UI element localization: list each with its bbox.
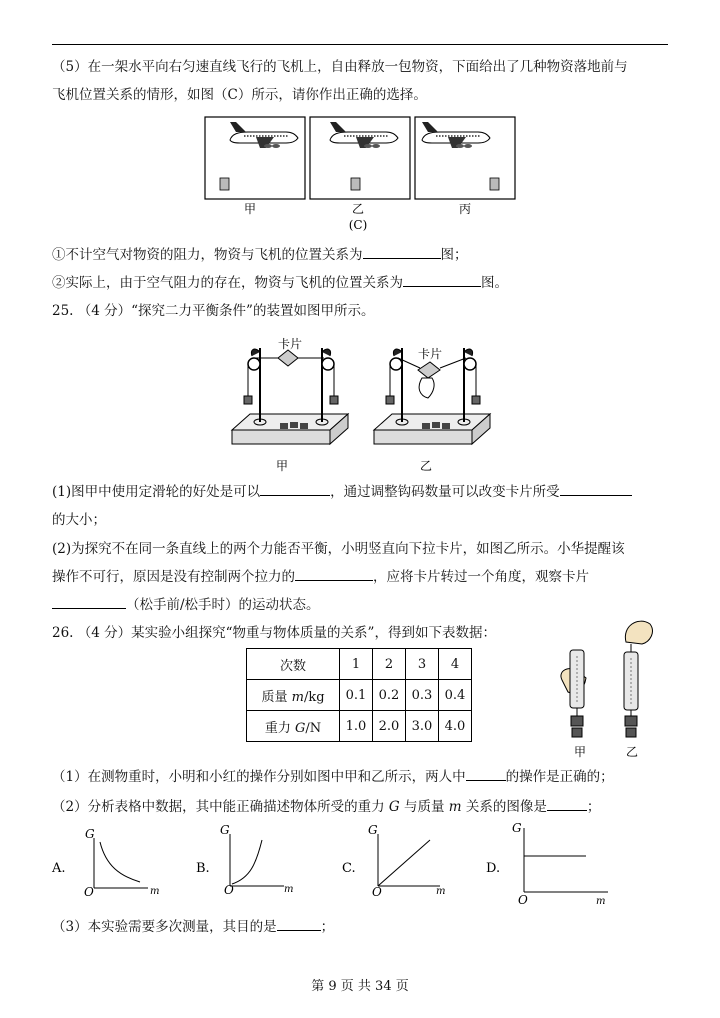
apparatus-yi bbox=[374, 348, 490, 444]
table-cell: 1 bbox=[340, 649, 373, 680]
q24-5-sub2: ②实际上，由于空气阻力的存在，物资与飞机的位置关系为 图。 bbox=[52, 275, 508, 291]
table-row-label: 质量 m/kg bbox=[247, 680, 340, 711]
cargo-package-icon bbox=[490, 178, 499, 190]
panel-label-jia: 甲 bbox=[243, 202, 257, 216]
axis-label-m: m bbox=[596, 896, 606, 907]
cargo-package-icon bbox=[220, 178, 229, 190]
figure-c-airplane-panels bbox=[200, 114, 530, 234]
q26-sub2: （2）分析表格中数据，其中能正确描述物体所受的重力 G 与质量 m 关系的图像是 ； bbox=[52, 799, 601, 815]
panel-label-yi: 乙 bbox=[351, 202, 365, 216]
option-b-label[interactable]: B. bbox=[196, 861, 210, 876]
q25-p2-line1: (2)为探究不在同一条直线上的两个力能否平衡，小明竖直向下拉卡片，如图乙所示。小华提醒该 bbox=[52, 541, 625, 557]
table-row-label: 重力 G/N bbox=[247, 711, 340, 742]
answer-blank[interactable] bbox=[466, 768, 506, 781]
axis-label-m: m bbox=[284, 884, 294, 895]
q26-sub1: （1）在测物重时，小明和小红的操作分别如图中甲和乙所示，两人中 的操作是正确的； bbox=[52, 769, 614, 785]
graph-options bbox=[44, 820, 624, 910]
q26-sub3: （3）本实验需要多次测量，其目的是 ； bbox=[52, 919, 335, 935]
hand-icon bbox=[419, 378, 434, 398]
q25-p2-line3: （松手前/松手时）的运动状态。 bbox=[52, 596, 320, 614]
airplane-icon bbox=[330, 122, 398, 148]
option-c-line bbox=[378, 840, 430, 886]
option-a-label[interactable]: A. bbox=[52, 861, 66, 876]
table-cell: 0.3 bbox=[406, 680, 439, 711]
figure-caption: (C) bbox=[348, 218, 368, 232]
table-row bbox=[247, 711, 472, 742]
answer-blank[interactable] bbox=[547, 798, 587, 811]
cargo-package-icon bbox=[351, 178, 360, 190]
table-cell: 2.0 bbox=[373, 711, 406, 742]
axis-label-g: G bbox=[368, 823, 378, 837]
scale-label-yi: 乙 bbox=[626, 745, 639, 759]
axis-label-m: m bbox=[150, 886, 160, 897]
answer-blank[interactable] bbox=[363, 246, 441, 259]
option-a-curve bbox=[100, 842, 140, 882]
spring-scale-icon bbox=[624, 652, 638, 710]
axis-origin: O bbox=[372, 885, 382, 899]
figure-spring-scales bbox=[556, 612, 676, 762]
spring-scale-icon bbox=[570, 650, 584, 708]
card-label-jia: 卡片 bbox=[278, 337, 303, 351]
airplane-icon bbox=[422, 122, 490, 148]
axis-label-g: G bbox=[512, 821, 522, 835]
card-icon bbox=[278, 350, 298, 366]
table-cell: 0.2 bbox=[373, 680, 406, 711]
table-cell: 次数 bbox=[247, 649, 340, 680]
airplane-icon bbox=[230, 122, 298, 148]
axis-origin: O bbox=[518, 893, 528, 907]
answer-blank[interactable] bbox=[277, 918, 321, 931]
table-cell: 3.0 bbox=[406, 711, 439, 742]
page-footer: 第 9 页 共 34 页 bbox=[311, 979, 409, 994]
card-icon bbox=[418, 362, 440, 378]
table-cell: 1.0 bbox=[340, 711, 373, 742]
scale-label-jia: 甲 bbox=[574, 745, 587, 759]
q25-p1: (1)图甲中使用定滑轮的好处是可以 ，通过调整钩码数量可以改变卡片所受 bbox=[52, 483, 632, 501]
answer-blank[interactable] bbox=[560, 483, 632, 496]
table-cell: 4 bbox=[439, 649, 472, 680]
axis-origin: O bbox=[84, 885, 94, 899]
table-cell: 0.4 bbox=[439, 680, 472, 711]
header-rule bbox=[52, 44, 668, 45]
answer-blank[interactable] bbox=[403, 274, 481, 287]
axis-origin: O bbox=[224, 883, 234, 897]
axis-label-g: G bbox=[85, 827, 95, 841]
q24-5-line2: 飞机位置关系的情形，如图（C）所示，请你作出正确的选择。 bbox=[52, 87, 427, 103]
table-cell: 3 bbox=[406, 649, 439, 680]
mass-weight-table bbox=[246, 648, 472, 742]
axis-label-g: G bbox=[220, 823, 230, 837]
figure-two-force-balance-apparatus bbox=[228, 330, 498, 480]
panel-label-bing: 丙 bbox=[458, 202, 472, 216]
card-label-yi: 卡片 bbox=[418, 347, 443, 361]
option-d-label[interactable]: D. bbox=[486, 861, 501, 876]
answer-blank[interactable] bbox=[295, 568, 373, 581]
q25-p2-line2: 操作不可行，原因是没有控制两个拉力的 ，应将卡片转过一个角度，观察卡片 bbox=[52, 569, 589, 585]
q24-5-sub1: ①不计空气对物资的阻力，物资与飞机的位置关系为 图； bbox=[52, 247, 468, 263]
answer-blank[interactable] bbox=[260, 483, 330, 496]
option-b-curve bbox=[232, 840, 262, 884]
q25-title: 25. （4 分）“探究二力平衡条件”的装置如图甲所示。 bbox=[52, 303, 375, 319]
q25-p1-cont: 的大小； bbox=[52, 512, 106, 528]
table-cell: 4.0 bbox=[439, 711, 472, 742]
fig-label-jia: 甲 bbox=[276, 459, 289, 473]
table-row bbox=[247, 680, 472, 711]
table-row bbox=[247, 649, 472, 680]
axis-label-m: m bbox=[436, 886, 446, 897]
fig-label-yi: 乙 bbox=[420, 459, 433, 473]
table-cell: 2 bbox=[373, 649, 406, 680]
q26-title: 26. （4 分）某实验小组探究“物重与物体质量的关系”，得到如下表数据： bbox=[52, 625, 496, 641]
table-cell: 0.1 bbox=[340, 680, 373, 711]
answer-blank[interactable] bbox=[52, 596, 126, 609]
option-c-label[interactable]: C. bbox=[342, 861, 356, 876]
hand-icon bbox=[625, 621, 652, 644]
q24-5-line1: （5）在一架水平向右匀速直线飞行的飞机上，自由释放一包物资，下面给出了几种物资落地前与 bbox=[52, 59, 628, 75]
